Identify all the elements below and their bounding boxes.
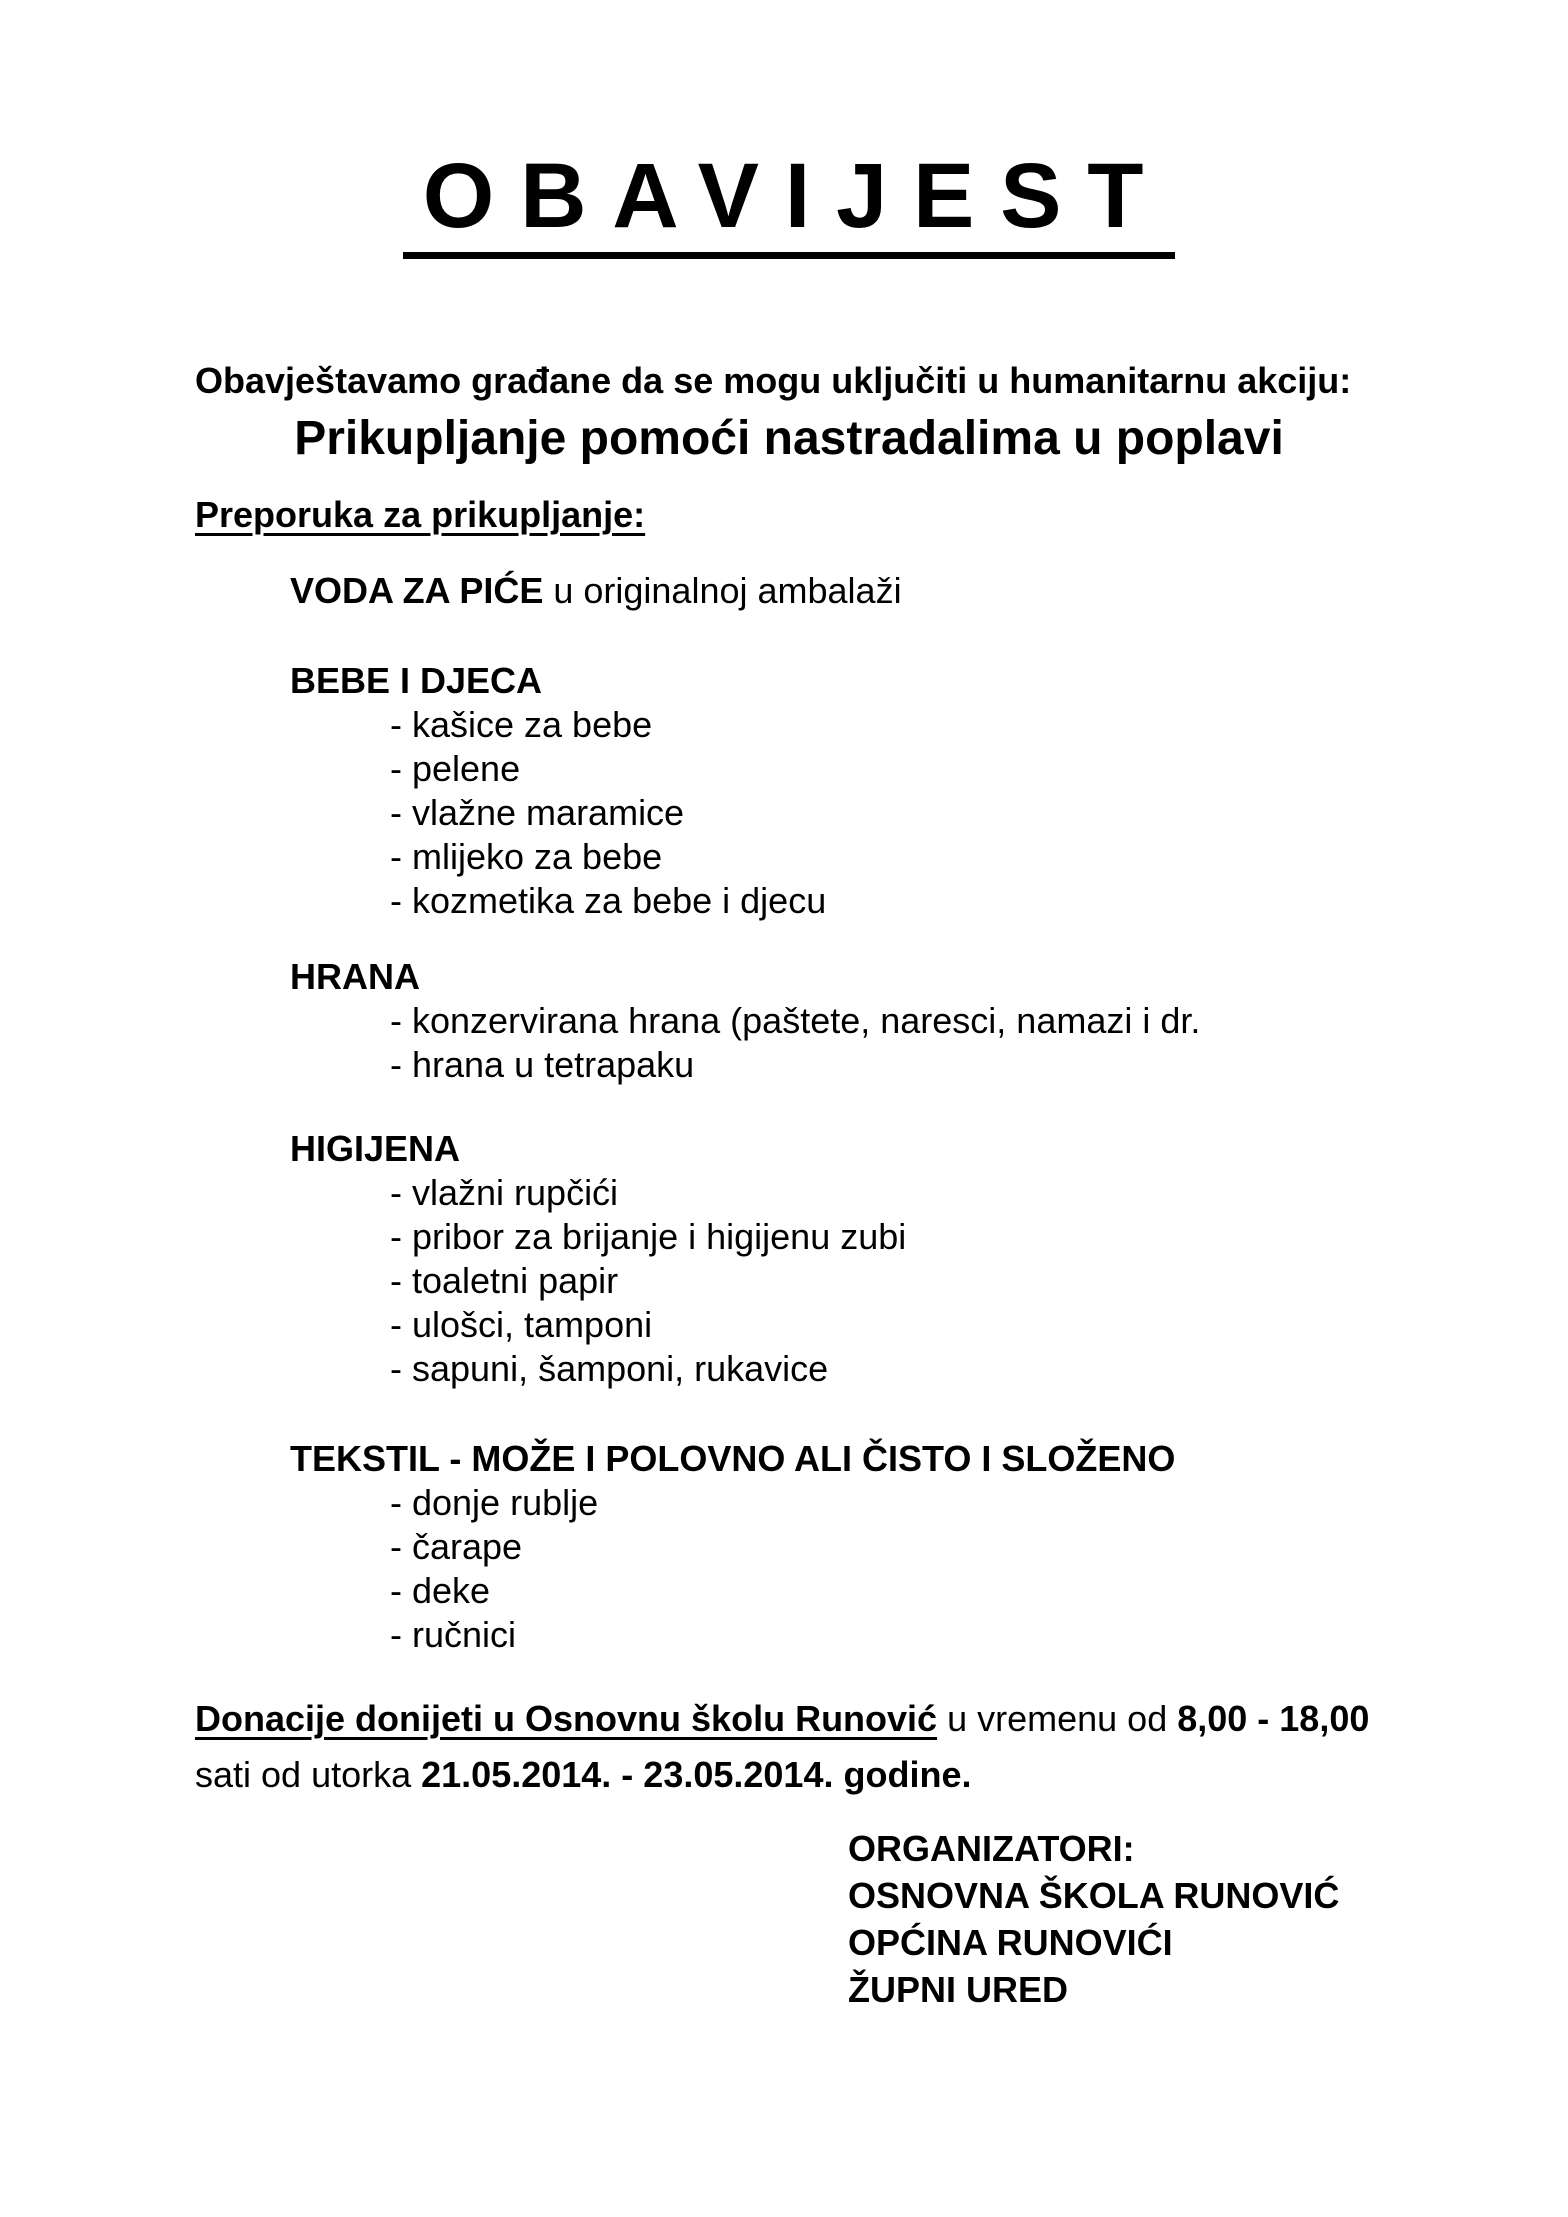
list-item: - pelene (390, 748, 521, 789)
donation-line2-text: sati od utorka (195, 1754, 422, 1795)
page-title: OBAVIJEST (403, 150, 1175, 259)
list-item: - kašice za bebe (390, 704, 653, 745)
organizer-name: ŽUPNI URED (848, 1969, 1069, 2010)
section-heading: HRANA (290, 956, 420, 997)
intro-text: Obavještavamo građane da se mogu uključiti u humanitarnu akciju: (195, 360, 1352, 401)
list-item: - hrana u tetrapaku (390, 1044, 695, 1085)
list-item: - mlijeko za bebe (390, 836, 663, 877)
water-heading: VODA ZA PIĆE (290, 570, 544, 611)
section-heading: TEKSTIL - MOŽE I POLOVNO ALI ČISTO I SLOŽENO (290, 1438, 1176, 1479)
donation-mid-text: u vremenu od (937, 1698, 1178, 1739)
list-item: - kozmetika za bebe i djecu (390, 880, 827, 921)
organizers-block (848, 1825, 1383, 2013)
list-item: - toaletni papir (390, 1260, 619, 1301)
title-row (195, 145, 1383, 259)
donation-paragraph (195, 1691, 1383, 1803)
list-item: - deke (390, 1570, 491, 1611)
list-item: - sapuni, šamponi, rukavice (390, 1348, 829, 1389)
list-item: - vlažne maramice (390, 792, 685, 833)
organizer-name: OPĆINA RUNOVIĆI (848, 1922, 1173, 1963)
list-item: - donje rublje (390, 1482, 599, 1523)
donation-hours: 8,00 - 18,00 (1177, 1698, 1370, 1739)
section-babies (195, 659, 1383, 923)
organizers-label: ORGANIZATORI: (848, 1828, 1135, 1869)
section-textile (195, 1437, 1383, 1657)
list-item: - vlažni rupčići (390, 1172, 619, 1213)
list-item: - pribor za brijanje i higijenu zubi (390, 1216, 907, 1257)
list-item: - konzervirana hrana (paštete, naresci, namazi i dr. (390, 1000, 1201, 1041)
recommendation-heading: Preporuka za prikupljanje: (195, 494, 646, 535)
organizer-name: OSNOVNA ŠKOLA RUNOVIĆ (848, 1875, 1340, 1916)
donation-location: Donacije donijeti u Osnovnu školu Runović (195, 1698, 938, 1739)
main-heading: Prikupljanje pomoći nastradalima u poplavi (294, 412, 1284, 465)
section-heading: BEBE I DJECA (290, 660, 543, 701)
section-heading: HIGIJENA (290, 1128, 461, 1169)
section-water (290, 569, 1383, 613)
donation-dates: 21.05.2014. - 23.05.2014. godine. (421, 1754, 972, 1795)
section-hygiene (195, 1127, 1383, 1391)
list-item: - čarape (390, 1526, 523, 1567)
water-note: u originalnoj ambalaži (543, 570, 902, 611)
section-food (195, 955, 1383, 1087)
list-item: - ručnici (390, 1614, 517, 1655)
list-item: - ulošci, tamponi (390, 1304, 653, 1345)
